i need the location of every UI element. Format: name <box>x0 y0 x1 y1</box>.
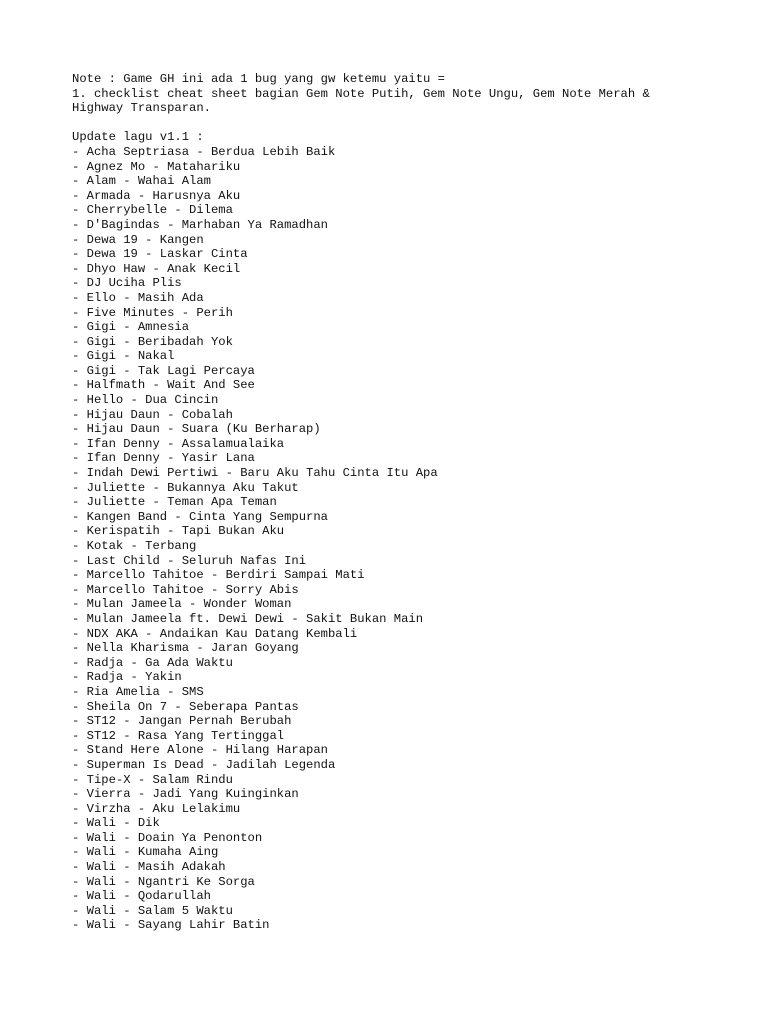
song-list-item: - D'Bagindas - Marhaban Ya Ramadhan <box>72 217 328 232</box>
song-list-item: - Superman Is Dead - Jadilah Legenda <box>72 757 336 772</box>
song-list-item: - Vierra - Jadi Yang Kuinginkan <box>72 787 299 802</box>
note-section <box>72 72 712 116</box>
song-list-item: - ST12 - Jangan Pernah Berubah <box>72 714 292 729</box>
song-list-item: - Wali - Masih Adakah <box>72 860 226 875</box>
song-list-item: - Ello - Masih Ada <box>72 290 204 305</box>
song-list-item: - Kerispatih - Tapi Bukan Aku <box>72 524 285 539</box>
song-list-item: - Virzha - Aku Lelakimu <box>72 801 241 816</box>
song-list-item: - Acha Septriasa - Berdua Lebih Baik <box>72 144 336 159</box>
song-list-item: - Indah Dewi Pertiwi - Baru Aku Tahu Cinta Itu Apa <box>72 466 438 481</box>
song-list-item: - Hello - Dua Cincin <box>72 393 219 408</box>
song-list-item: - ST12 - Rasa Yang Tertinggal <box>72 728 285 743</box>
song-list-item: - Wali - Dik <box>72 816 160 831</box>
song-list-item: - DJ Uciha Plis <box>72 276 182 291</box>
song-list-item: - Hijau Daun - Suara (Ku Berharap) <box>72 422 321 437</box>
song-list-item: - Dhyo Haw - Anak Kecil <box>72 261 241 276</box>
song-list-item: - Last Child - Seluruh Nafas Ini <box>72 553 307 568</box>
song-list-item: - Halfmath - Wait And See <box>72 378 255 393</box>
song-list-item: - Cherrybelle - Dilema <box>72 203 233 218</box>
song-list-item: - Wali - Ngantri Ke Sorga <box>72 874 255 889</box>
song-list-item: - Gigi - Amnesia <box>72 320 190 335</box>
song-list-item: - Wali - Salam 5 Waktu <box>72 903 233 918</box>
song-list-item: - Kotak - Terbang <box>72 539 197 553</box>
song-list-item: - Kangen Band - Cinta Yang Sempurna <box>72 509 328 524</box>
song-list-item: - Ifan Denny - Yasir Lana <box>72 451 255 466</box>
note-line-2: 1. checklist cheat sheet bagian Gem Note Putih, Gem Note Ungu, Gem Note Merah & <box>72 86 650 101</box>
song-list-item: - NDX AKA - Andaikan Kau Datang Kembali <box>72 626 358 641</box>
song-list-item: - Juliette - Teman Apa Teman <box>72 495 277 510</box>
song-list-item: - Mulan Jameela ft. Dewi Dewi - Sakit Bukan Main <box>72 611 424 626</box>
song-list-item: - Juliette - Bukannya Aku Takut <box>72 480 299 495</box>
song-list-item: - Dewa 19 - Kangen <box>72 232 204 247</box>
song-list-item: - Gigi - Tak Lagi Percaya <box>72 363 255 378</box>
song-list <box>72 145 712 933</box>
song-list-item: - Wali - Kumaha Aing <box>72 845 219 860</box>
song-list-item: - Wali - Sayang Lahir Batin <box>72 918 270 933</box>
song-list-item: - Ifan Denny - Assalamualaika <box>72 436 285 451</box>
note-line-1: Note : Game GH ini ada 1 bug yang gw ketemu yaitu = <box>72 72 445 86</box>
song-list-item: - Dewa 19 - Laskar Cinta <box>72 247 248 262</box>
song-list-item: - Mulan Jameela - Wonder Woman <box>72 597 292 612</box>
song-list-item: - Gigi - Nakal <box>72 349 175 364</box>
song-list-item: - Radja - Ga Ada Waktu <box>72 655 233 670</box>
song-list-item: - Marcello Tahitoe - Sorry Abis <box>72 582 299 597</box>
song-list-item: - Wali - Qodarullah <box>72 889 211 904</box>
document-page <box>72 72 712 933</box>
song-list-item: - Tipe-X - Salam Rindu <box>72 772 233 787</box>
song-list-item: - Sheila On 7 - Seberapa Pantas <box>72 699 299 714</box>
song-list-item: - Wali - Doain Ya Penonton <box>72 830 263 845</box>
update-section <box>72 130 712 933</box>
song-list-item: - Nella Kharisma - Jaran Goyang <box>72 641 299 656</box>
song-list-item: - Agnez Mo - Matahariku <box>72 159 241 174</box>
song-list-item: - Stand Here Alone - Hilang Harapan <box>72 743 328 758</box>
song-list-item: - Ria Amelia - SMS <box>72 684 204 699</box>
song-list-item: - Radja - Yakin <box>72 670 182 685</box>
song-list-item: - Hijau Daun - Cobalah <box>72 407 233 422</box>
note-line-3: Highway Transparan. <box>72 101 211 116</box>
song-list-item: - Gigi - Beribadah Yok <box>72 334 233 349</box>
song-list-item: - Alam - Wahai Alam <box>72 174 211 189</box>
song-list-item: - Armada - Harusnya Aku <box>72 188 241 203</box>
song-list-item: - Marcello Tahitoe - Berdiri Sampai Mati <box>72 568 365 583</box>
update-heading: Update lagu v1.1 : <box>72 130 204 145</box>
song-list-item: - Five Minutes - Perih <box>72 305 233 320</box>
paragraph-gap <box>72 116 712 131</box>
